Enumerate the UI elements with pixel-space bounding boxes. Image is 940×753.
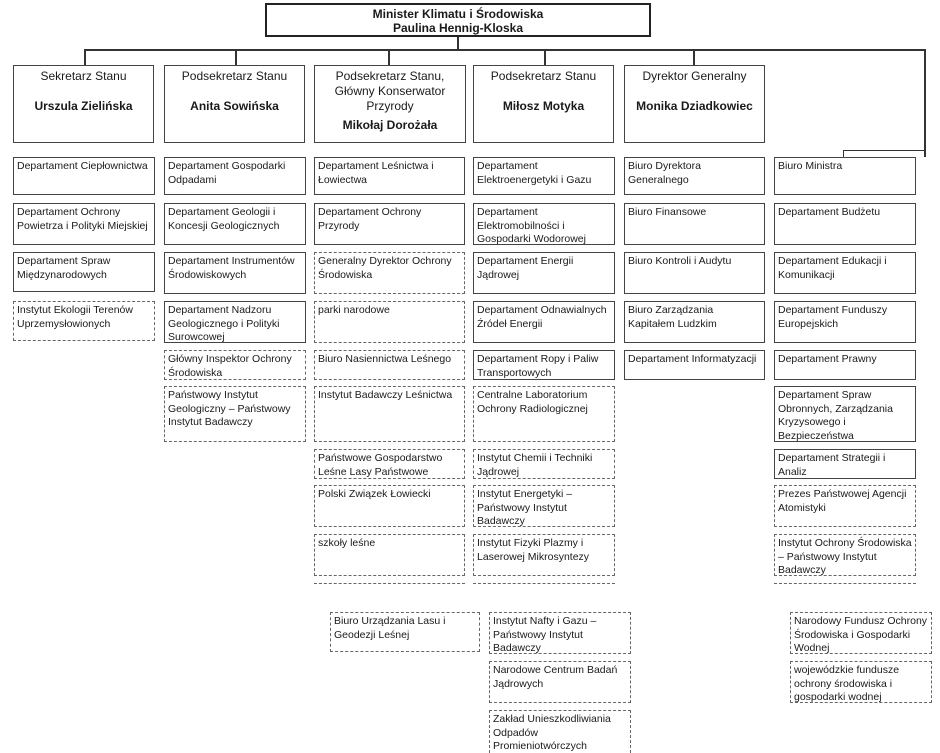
head-box xyxy=(314,65,466,143)
unit-box: Państwowe Gospodarstwo Leśne Lasy Państwowe xyxy=(314,449,465,479)
minister-box xyxy=(265,3,651,37)
head-title: Sekretarz Stanu xyxy=(40,69,127,83)
unit-box: Narodowy Fundusz Ochrony Środowiska i Gospodarki Wodnej xyxy=(790,612,932,654)
unit-box: Biuro Zarządzania Kapitałem Ludzkim xyxy=(624,301,765,343)
unit-box: Instytut Chemii i Techniki Jądrowej xyxy=(473,449,615,479)
unit-box: szkoły leśne xyxy=(314,534,465,576)
connector-line xyxy=(843,150,844,157)
unit-box: Departament Ochrony Powietrza i Polityki Miejskiej xyxy=(13,203,155,245)
head-title: Dyrektor Generalny xyxy=(642,69,747,83)
unit-box: Departament Informatyzacji xyxy=(624,350,765,380)
connector-line xyxy=(843,150,925,151)
dashed-separator xyxy=(314,583,465,584)
unit-box: Narodowe Centrum Badań Jądrowych xyxy=(489,661,631,703)
unit-box: Departament Elektroenergetyki i Gazu xyxy=(473,157,615,195)
unit-box: Centralne Laboratorium Ochrony Radiologicznej xyxy=(473,386,615,442)
unit-box: Departament Gospodarki Odpadami xyxy=(164,157,306,195)
unit-box: Instytut Badawczy Leśnictwa xyxy=(314,386,465,442)
connector-line xyxy=(544,49,546,66)
unit-box: Departament Leśnictwa i Łowiectwa xyxy=(314,157,465,195)
unit-box: Departament Prawny xyxy=(774,350,916,380)
head-box xyxy=(473,65,614,143)
minister-title: Minister Klimatu i Środowiska xyxy=(372,7,544,21)
connector-line xyxy=(693,49,695,66)
connector-line xyxy=(84,49,925,51)
head-box xyxy=(13,65,154,143)
unit-box: Zakład Unieszkodliwiania Odpadów Promieniotwórczych xyxy=(489,710,631,753)
unit-box: Departament Odnawialnych Źródeł Energii xyxy=(473,301,615,343)
dashed-separator xyxy=(774,583,916,584)
head-box xyxy=(164,65,305,143)
unit-box: Departament Ropy i Paliw Transportowych xyxy=(473,350,615,380)
unit-box: Departament Edukacji i Komunikacji xyxy=(774,252,916,294)
connector-line xyxy=(235,49,237,66)
unit-box: Departament Funduszy Europejskich xyxy=(774,301,916,343)
unit-box: Biuro Urządzania Lasu i Geodezji Leśnej xyxy=(330,612,480,652)
head-title: Podsekretarz Stanu xyxy=(490,69,597,83)
head-name: Urszula Zielińska xyxy=(34,99,133,113)
unit-box: Instytut Ekologii Terenów Uprzemysłowionych xyxy=(13,301,155,341)
unit-box: Departament Budżetu xyxy=(774,203,916,245)
unit-box: Prezes Państwowej Agencji Atomistyki xyxy=(774,485,916,527)
unit-box: Departament Ochrony Przyrody xyxy=(314,203,465,245)
unit-box: Państwowy Instytut Geologiczny – Państwowy Instytut Badawczy xyxy=(164,386,306,442)
head-title: Podsekretarz Stanu, Główny Konserwator Przyrody xyxy=(334,69,446,113)
unit-box: Biuro Finansowe xyxy=(624,203,765,245)
connector-line xyxy=(924,49,926,157)
head-name: Anita Sowińska xyxy=(190,99,279,113)
minister-name: Paulina Hennig-Kloska xyxy=(392,21,524,35)
unit-box: Biuro Kontroli i Audytu xyxy=(624,252,765,294)
unit-box: Instytut Nafty i Gazu – Państwowy Instytut Badawczy xyxy=(489,612,631,654)
unit-box: Główny Inspektor Ochrony Środowiska xyxy=(164,350,306,380)
unit-box: Biuro Dyrektora Generalnego xyxy=(624,157,765,195)
head-name: Monika Dziadkowiec xyxy=(636,99,753,113)
unit-box: Departament Spraw Obronnych, Zarządzania Kryzysowego i Bezpieczeństwa xyxy=(774,386,916,442)
unit-box: Instytut Fizyki Plazmy i Laserowej Mikrosyntezy xyxy=(473,534,615,576)
unit-box: Departament Spraw Międzynarodowych xyxy=(13,252,155,292)
unit-box: Generalny Dyrektor Ochrony Środowiska xyxy=(314,252,465,294)
connector-line xyxy=(84,49,86,66)
unit-box: Departament Strategii i Analiz xyxy=(774,449,916,479)
head-name: Mikołaj Dorożała xyxy=(342,118,438,132)
head-name: Miłosz Motyka xyxy=(502,99,585,113)
unit-box: Instytut Ochrony Środowiska – Państwowy Instytut Badawczy xyxy=(774,534,916,576)
unit-box: parki narodowe xyxy=(314,301,465,343)
unit-box: Departament Energii Jądrowej xyxy=(473,252,615,294)
unit-box: Instytut Energetyki – Państwowy Instytut Badawczy xyxy=(473,485,615,527)
unit-box: Biuro Ministra xyxy=(774,157,916,195)
unit-box: Departament Elektromobilności i Gospodarki Wodorowej xyxy=(473,203,615,245)
unit-box: Biuro Nasiennictwa Leśnego xyxy=(314,350,465,380)
unit-box: Departament Nadzoru Geologicznego i Polityki Surowcowej xyxy=(164,301,306,343)
unit-box: Polski Związek Łowiecki xyxy=(314,485,465,527)
unit-box: Departament Ciepłownictwa xyxy=(13,157,155,195)
unit-box: wojewódzkie fundusze ochrony środowiska i gospodarki wodnej xyxy=(790,661,932,703)
unit-box: Departament Geologii i Koncesji Geologicznych xyxy=(164,203,306,245)
head-title: Podsekretarz Stanu xyxy=(181,69,288,83)
connector-line xyxy=(388,49,390,66)
head-box xyxy=(624,65,765,143)
dashed-separator xyxy=(473,583,615,584)
unit-box: Departament Instrumentów Środowiskowych xyxy=(164,252,306,294)
